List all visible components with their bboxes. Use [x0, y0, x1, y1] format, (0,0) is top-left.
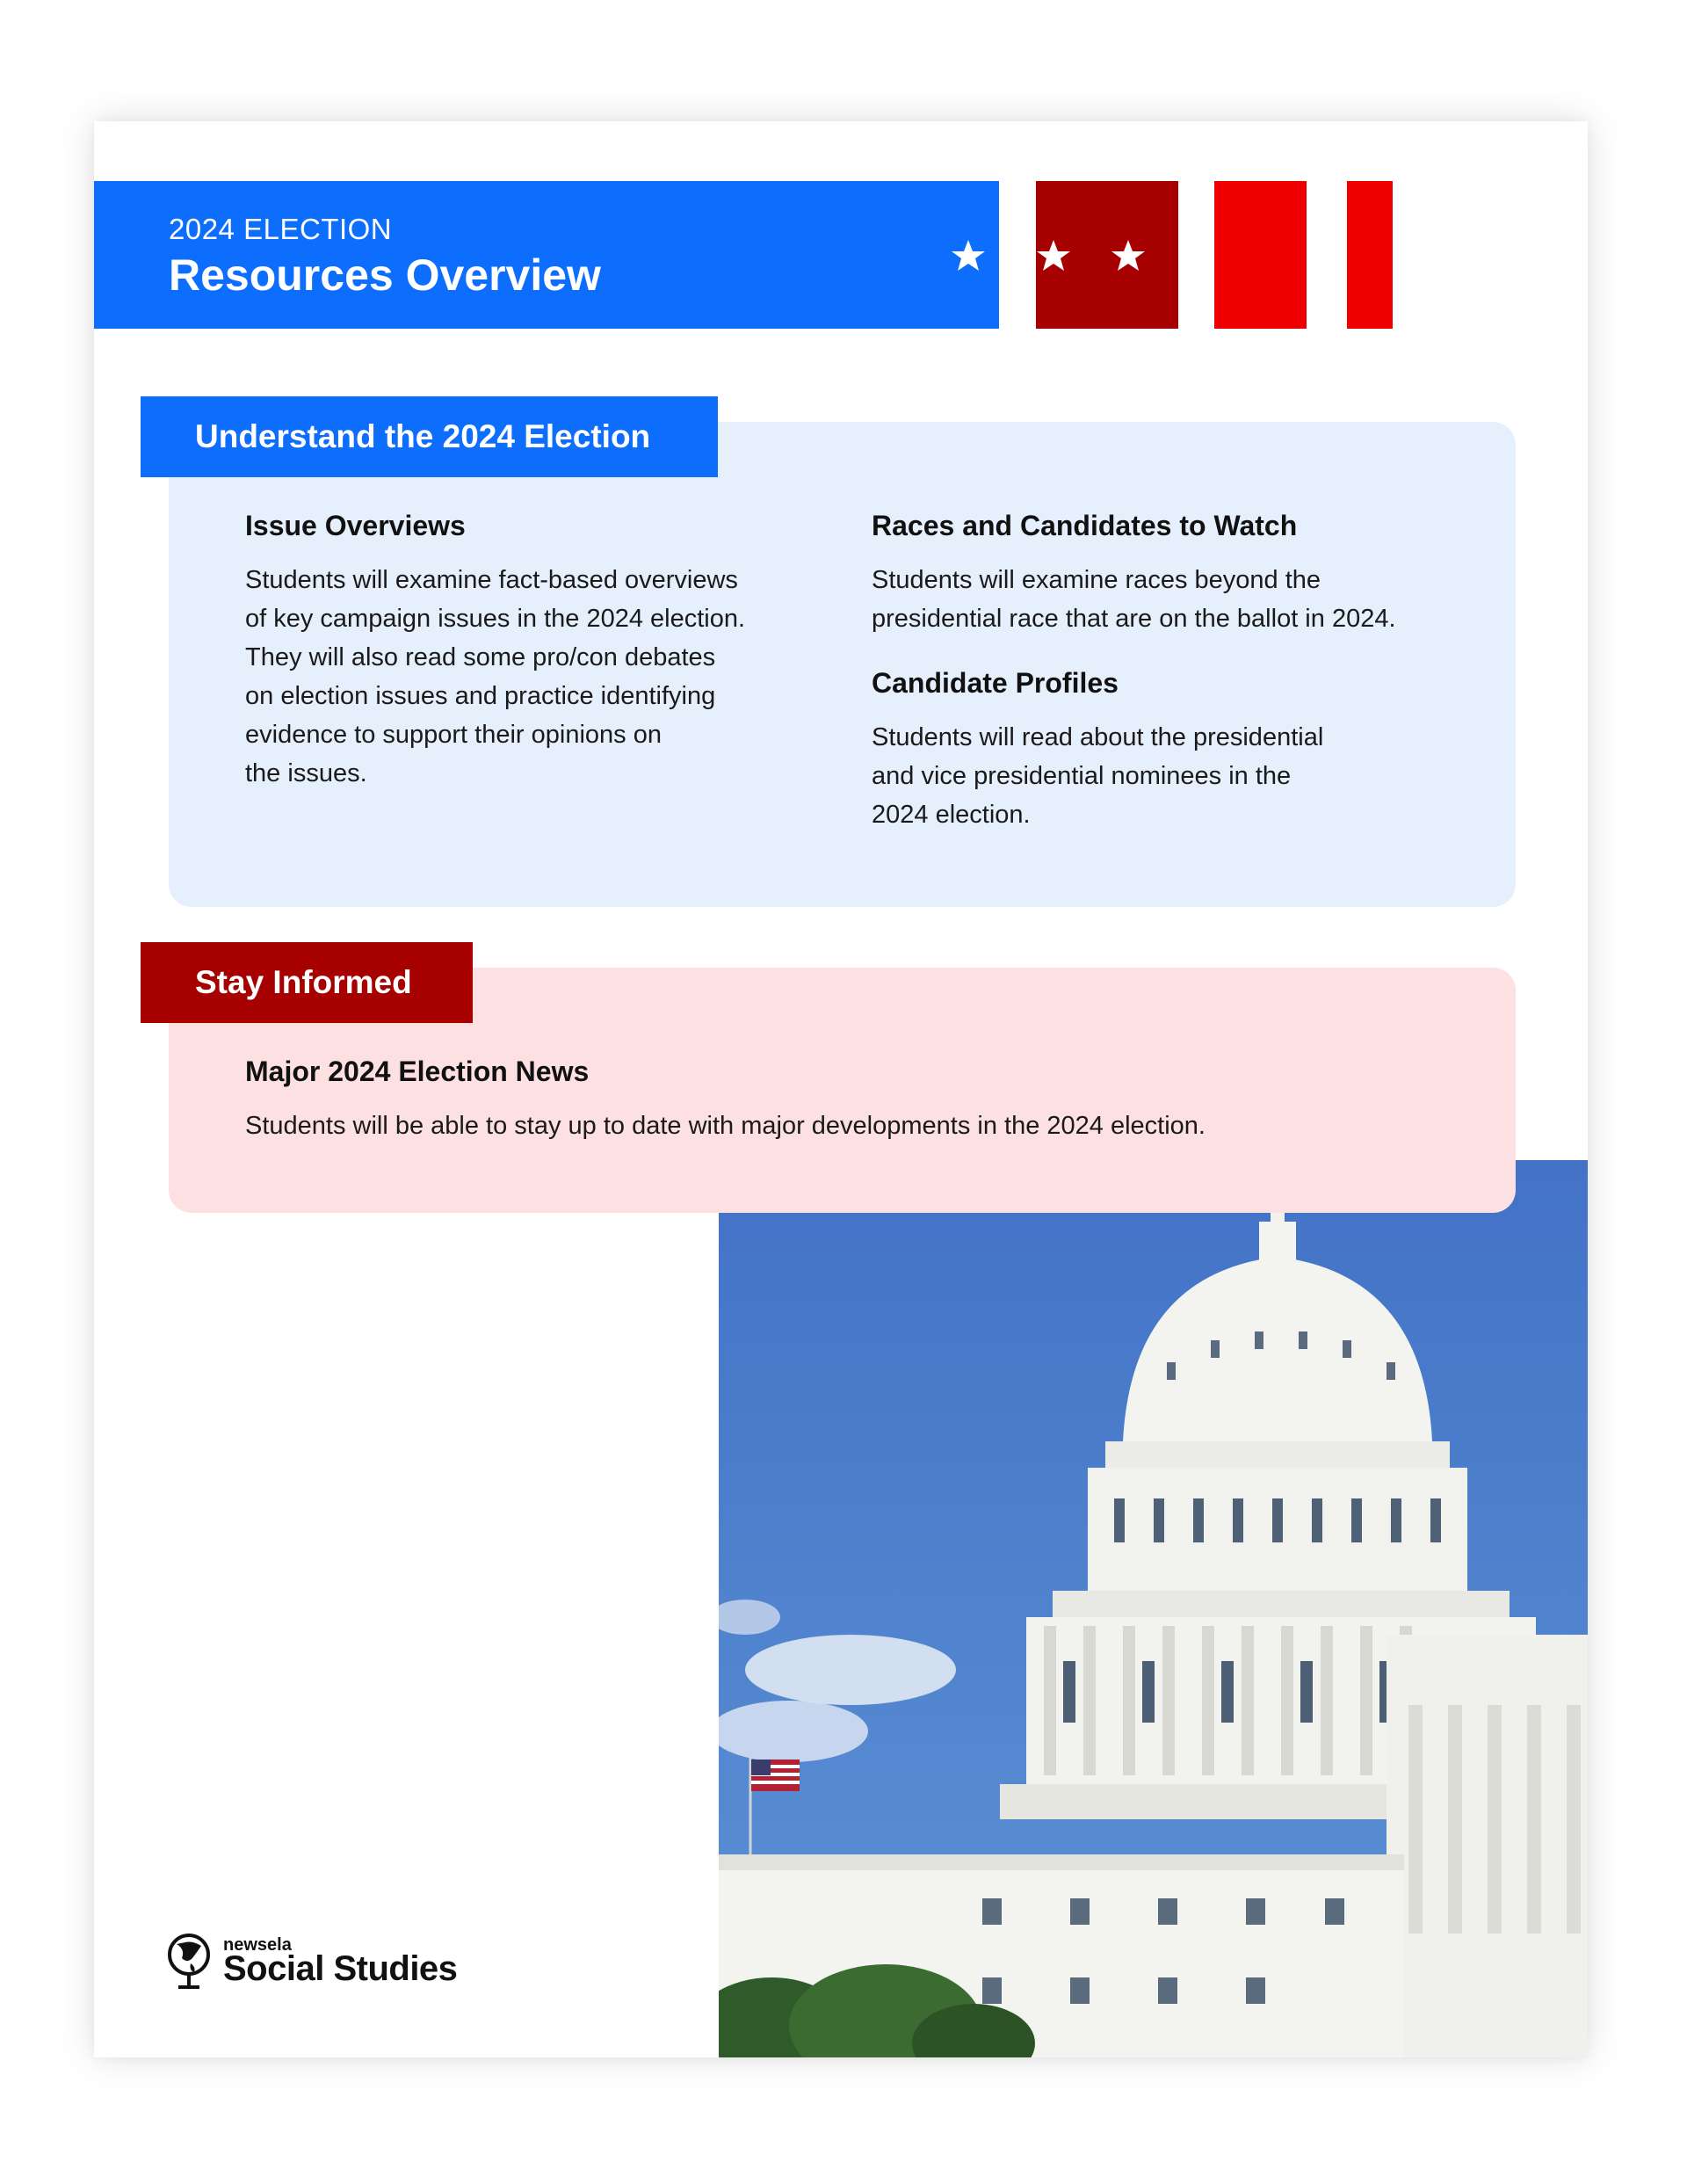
races-candidates-text: Students will examine races beyond the presidential race that are on the ballot in 2024.: [872, 566, 1396, 633]
globe-icon: [166, 1932, 215, 1992]
candidate-profiles-text: Students will read about the presidential and vice presidential nominees in the 2024 election.: [872, 723, 1324, 829]
star-icon: [1111, 240, 1145, 271]
election-news-text: Students will be able to stay up to date with major developments in the 2024 election.: [245, 1112, 1206, 1140]
star-icon: [952, 240, 985, 271]
flag-stripe-red: [1214, 181, 1307, 329]
page-title: Resources Overview: [169, 250, 601, 300]
understand-section-tab: Understand the 2024 Election: [141, 396, 718, 477]
election-news-heading: Major 2024 Election News: [245, 1056, 590, 1087]
star-icon: [1037, 240, 1070, 271]
capitol-building-image: [719, 1160, 1588, 2057]
header-kicker: 2024 ELECTION: [169, 213, 393, 245]
candidate-profiles-heading: Candidate Profiles: [872, 667, 1119, 699]
star-icons-overlay: [1036, 231, 1178, 301]
logo-brand-big: Social Studies: [223, 1949, 458, 1988]
header-banner: [94, 181, 999, 329]
stay-informed-section-tab: Stay Informed: [141, 942, 473, 1023]
logo-brand-small: newsela: [223, 1935, 292, 1955]
newsela-social-studies-logo: [166, 1932, 458, 1993]
flag-stripe-red-narrow: [1347, 181, 1393, 329]
issue-overviews-text: Students will examine fact-based overviews of key campaign issues in the 2024 election. They will also read some pro/con debates on election issues and practice identifying evidence to support their opinions on the issues.: [245, 566, 746, 787]
issue-overviews-heading: Issue Overviews: [245, 510, 466, 541]
races-candidates-heading: Races and Candidates to Watch: [872, 510, 1298, 541]
understand-panel: [169, 422, 1516, 907]
document-page: [94, 121, 1588, 2057]
